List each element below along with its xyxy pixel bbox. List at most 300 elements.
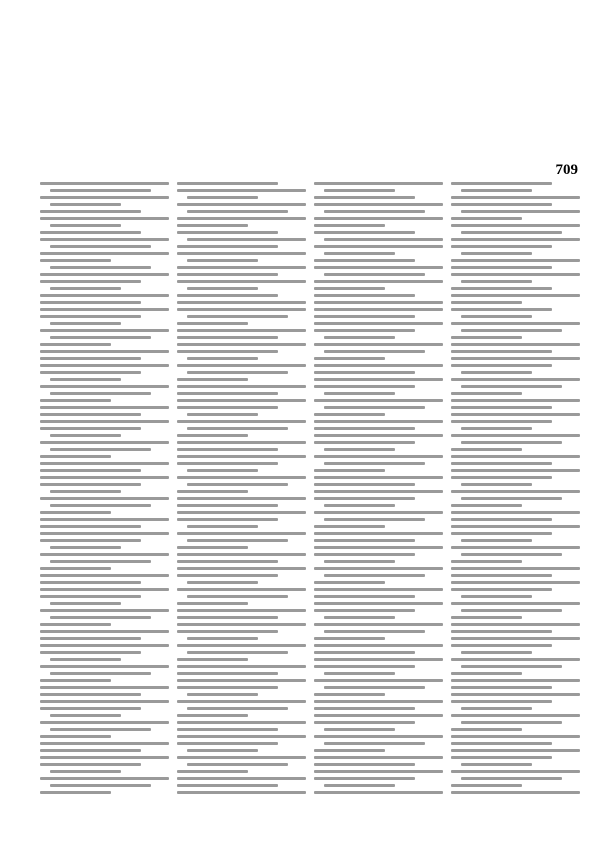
index-entry-line	[40, 532, 169, 535]
index-entry-line	[314, 693, 385, 696]
index-entry-line	[451, 399, 580, 402]
index-entry-line	[177, 203, 306, 206]
index-entry-line	[177, 532, 306, 535]
index-entry-line	[314, 679, 443, 682]
index-entry-line	[451, 476, 552, 479]
index-entry-line	[50, 434, 121, 437]
index-entry-line	[314, 707, 415, 710]
index-entry-line	[451, 336, 522, 339]
index-entry-line	[324, 406, 425, 409]
page-number: 709	[555, 162, 578, 178]
index-entry-line	[177, 770, 248, 773]
index-entry-line	[50, 784, 151, 787]
index-entry-line	[177, 560, 278, 563]
index-entry-line	[50, 189, 151, 192]
index-entry-line	[177, 490, 248, 493]
index-entry-line	[40, 343, 111, 346]
index-entry-line	[50, 672, 151, 675]
index-entry-line	[461, 427, 532, 430]
index-entry-line	[451, 504, 522, 507]
index-entry-line	[40, 399, 111, 402]
index-entry-line	[314, 490, 443, 493]
index-entry-line	[40, 567, 111, 570]
index-entry-line	[324, 518, 425, 521]
index-entry-line	[314, 602, 443, 605]
index-entry-line	[324, 616, 395, 619]
index-entry-line	[50, 322, 121, 325]
index-entry-line	[40, 217, 169, 220]
index-entry-line	[40, 735, 111, 738]
index-entry-line	[187, 413, 258, 416]
index-entry-line	[451, 581, 580, 584]
index-entry-line	[40, 777, 169, 780]
index-entry-line	[314, 378, 443, 381]
index-entry-line	[50, 616, 151, 619]
index-entry-line	[314, 357, 385, 360]
index-entry-line	[50, 560, 151, 563]
index-entry-line	[314, 609, 415, 612]
index-entry-line	[40, 637, 141, 640]
index-entry-line	[451, 567, 580, 570]
index-entry-line	[40, 259, 111, 262]
index-entry-line	[451, 749, 580, 752]
index-entry-line	[314, 371, 415, 374]
index-entry-line	[461, 385, 562, 388]
index-entry-line	[461, 483, 532, 486]
index-entry-line	[314, 700, 443, 703]
index-entry-line	[451, 728, 522, 731]
index-entry-line	[451, 364, 552, 367]
index-column	[451, 180, 580, 820]
index-entry-line	[40, 371, 141, 374]
index-entry-line	[314, 770, 443, 773]
index-entry-line	[314, 665, 415, 668]
index-entry-line	[177, 630, 278, 633]
index-entry-line	[40, 539, 141, 542]
index-entry-line	[451, 735, 580, 738]
index-entry-line	[451, 455, 580, 458]
index-entry-line	[314, 224, 385, 227]
index-entry-line	[324, 728, 395, 731]
index-entry-line	[50, 504, 151, 507]
index-entry-line	[187, 259, 258, 262]
index-entry-line	[50, 287, 121, 290]
index-entry-line	[451, 308, 552, 311]
index-entry-line	[40, 574, 169, 577]
index-entry-line	[177, 546, 248, 549]
index-entry-line	[40, 385, 169, 388]
index-entry-line	[177, 476, 306, 479]
index-entry-line	[314, 525, 385, 528]
index-entry-line	[40, 350, 169, 353]
index-entry-line	[314, 588, 443, 591]
index-entry-line	[177, 728, 278, 731]
index-entry-line	[451, 602, 580, 605]
index-entry-line	[177, 784, 278, 787]
index-entry-line	[40, 420, 169, 423]
index-entry-line	[40, 525, 141, 528]
index-entry-line	[314, 385, 415, 388]
index-entry-line	[40, 413, 141, 416]
index-column	[177, 180, 306, 820]
index-entry-line	[177, 504, 278, 507]
index-entry-line	[324, 273, 425, 276]
index-entry-line	[177, 742, 278, 745]
index-entry-line	[314, 427, 415, 430]
index-entry-line	[314, 539, 415, 542]
index-entry-line	[451, 742, 552, 745]
index-entry-line	[451, 686, 552, 689]
index-entry-line	[314, 763, 415, 766]
index-entry-line	[187, 595, 288, 598]
index-entry-line	[50, 392, 151, 395]
index-entry-line	[314, 343, 443, 346]
index-entry-line	[451, 637, 580, 640]
index-entry-line	[314, 441, 415, 444]
index-entry-line	[40, 252, 169, 255]
index-entry-line	[451, 196, 580, 199]
index-entry-line	[187, 539, 288, 542]
index-entry-line	[314, 245, 443, 248]
index-entry-line	[40, 679, 111, 682]
index-entry-line	[177, 378, 248, 381]
index-entry-line	[451, 203, 552, 206]
index-entry-line	[40, 686, 169, 689]
index-entry-line	[177, 455, 306, 458]
index-entry-line	[314, 196, 415, 199]
index-entry-line	[177, 329, 306, 332]
index-entry-line	[451, 378, 580, 381]
index-entry-line	[451, 294, 580, 297]
index-entry-line	[314, 714, 443, 717]
index-entry-line	[324, 574, 425, 577]
index-entry-line	[177, 231, 278, 234]
index-entry-line	[451, 791, 580, 794]
index-entry-line	[40, 364, 169, 367]
index-entry-line	[177, 735, 306, 738]
index-entry-line	[40, 196, 169, 199]
index-entry-line	[177, 441, 306, 444]
index-entry-line	[40, 756, 169, 759]
index-entry-line	[461, 280, 532, 283]
index-entry-line	[40, 700, 169, 703]
index-entry-line	[40, 301, 141, 304]
index-entry-line	[40, 280, 141, 283]
index-entry-line	[461, 252, 532, 255]
index-entry-line	[451, 756, 552, 759]
index-entry-line	[451, 490, 580, 493]
index-entry-line	[177, 301, 306, 304]
index-entry-line	[50, 728, 151, 731]
index-entry-line	[314, 546, 443, 549]
index-entry-line	[324, 462, 425, 465]
index-entry-line	[451, 546, 580, 549]
index-entry-line	[461, 707, 532, 710]
index-entry-line	[451, 182, 552, 185]
index-entry-line	[187, 483, 288, 486]
index-entry-line	[314, 434, 443, 437]
index-entry-line	[187, 196, 258, 199]
index-entry-line	[50, 490, 121, 493]
index-entry-line	[451, 343, 580, 346]
index-entry-line	[40, 791, 111, 794]
index-entry-line	[177, 700, 306, 703]
index-entry-line	[50, 448, 151, 451]
index-entry-line	[40, 329, 169, 332]
index-entry-line	[314, 294, 415, 297]
index-entry-line	[50, 336, 151, 339]
index-entry-line	[451, 322, 580, 325]
index-entry-line	[451, 273, 580, 276]
index-entry-line	[177, 434, 248, 437]
index-entry-line	[50, 546, 121, 549]
index-entry-line	[314, 483, 415, 486]
index-entry-line	[451, 644, 552, 647]
index-entry-line	[314, 266, 443, 269]
index-entry-line	[40, 693, 141, 696]
index-entry-line	[40, 623, 111, 626]
index-entry-line	[461, 231, 562, 234]
index-entry-line	[187, 210, 288, 213]
index-entry-line	[314, 413, 385, 416]
index-entry-line	[451, 245, 552, 248]
index-entry-line	[324, 686, 425, 689]
index-entry-line	[50, 770, 121, 773]
index-entry-line	[187, 763, 288, 766]
index-entry-line	[40, 497, 169, 500]
index-entry-line	[177, 364, 306, 367]
index-entry-line	[50, 658, 121, 661]
index-entry-line	[451, 672, 522, 675]
index-entry-line	[40, 462, 169, 465]
index-entry-line	[314, 651, 415, 654]
index-entry-line	[40, 308, 169, 311]
index-entry-line	[177, 294, 278, 297]
index-entry-line	[177, 273, 278, 276]
index-entry-line	[451, 266, 552, 269]
index-entry-line	[451, 511, 580, 514]
index-entry-line	[177, 686, 278, 689]
index-entry-line	[40, 315, 141, 318]
index-entry-line	[40, 511, 111, 514]
index-entry-line	[177, 602, 248, 605]
index-entry-line	[324, 742, 425, 745]
index-entry-line	[461, 497, 562, 500]
index-entry-line	[324, 350, 425, 353]
index-entry-line	[40, 469, 141, 472]
index-entry-line	[461, 315, 532, 318]
index-entry-line	[314, 658, 443, 661]
index-entry-line	[177, 406, 278, 409]
index-entry-line	[177, 385, 306, 388]
index-entry-line	[187, 693, 258, 696]
index-entry-line	[187, 469, 258, 472]
index-entry-line	[40, 721, 169, 724]
index-entry-line	[50, 224, 121, 227]
index-entry-line	[451, 357, 580, 360]
index-entry-line	[50, 714, 121, 717]
index-entry-line	[177, 511, 306, 514]
index-entry-line	[177, 420, 306, 423]
index-entry-line	[177, 658, 248, 661]
index-entry-line	[451, 623, 580, 626]
index-entry-line	[187, 371, 288, 374]
index-entry-line	[461, 609, 562, 612]
index-entry-line	[324, 672, 395, 675]
index-entry-line	[324, 560, 395, 563]
index-entry-line	[177, 266, 306, 269]
index-entry-line	[187, 707, 288, 710]
index-entry-line	[314, 644, 443, 647]
index-entry-line	[314, 364, 443, 367]
index-entry-line	[50, 245, 151, 248]
index-entry-line	[187, 315, 288, 318]
index-entry-line	[40, 595, 141, 598]
index-entry-line	[451, 525, 580, 528]
index-entry-line	[451, 448, 522, 451]
index-entry-line	[314, 567, 443, 570]
index-entry-line	[177, 182, 278, 185]
index-entry-line	[177, 616, 278, 619]
index-entry-line	[324, 392, 395, 395]
index-entry-line	[177, 665, 306, 668]
index-entry-line	[324, 238, 443, 241]
index-entry-line	[187, 238, 306, 241]
index-entry-line	[177, 343, 306, 346]
index-entry-line	[451, 532, 552, 535]
index-entry-line	[187, 637, 258, 640]
index-entry-line	[40, 630, 169, 633]
index-entry-line	[40, 357, 141, 360]
index-entry-line	[314, 217, 443, 220]
index-entry-line	[177, 672, 278, 675]
index-entry-line	[187, 651, 288, 654]
index-entry-line	[177, 574, 278, 577]
index-entry-line	[177, 224, 248, 227]
index-entry-line	[177, 518, 278, 521]
index-entry-line	[451, 700, 552, 703]
index-entry-line	[177, 497, 306, 500]
index-entry-line	[314, 777, 415, 780]
index-entry-line	[177, 392, 278, 395]
index-entry-line	[50, 266, 151, 269]
index-entry-line	[314, 756, 443, 759]
index-entry-line	[451, 630, 552, 633]
index-entry-line	[177, 322, 248, 325]
index-entry-line	[40, 455, 111, 458]
index-entry-line	[451, 406, 552, 409]
index-entry-line	[40, 238, 169, 241]
index-entry-line	[40, 707, 141, 710]
index-entry-line	[314, 203, 443, 206]
index-entry-line	[177, 245, 278, 248]
index-entry-line	[177, 462, 278, 465]
index-entry-line	[50, 378, 121, 381]
index-entry-line	[324, 336, 395, 339]
index-entry-line	[314, 182, 443, 185]
index-entry-line	[461, 595, 532, 598]
index-entry-line	[177, 567, 306, 570]
index-entry-line	[40, 749, 141, 752]
index-entry-line	[40, 427, 141, 430]
index-entry-line	[324, 630, 425, 633]
index-entry-line	[314, 308, 443, 311]
index-entry-line	[451, 301, 522, 304]
index-entry-line	[40, 294, 169, 297]
index-entry-line	[40, 406, 169, 409]
index-entry-line	[314, 637, 385, 640]
index-entry-line	[451, 217, 522, 220]
index-entry-line	[324, 448, 395, 451]
index-entry-line	[40, 609, 169, 612]
index-entry-line	[451, 434, 580, 437]
index-entry-line	[177, 644, 306, 647]
index-entry-line	[314, 532, 443, 535]
index-entry-line	[40, 553, 169, 556]
index-entry-line	[40, 644, 169, 647]
index-entry-line	[461, 721, 562, 724]
index-entry-line	[40, 182, 169, 185]
index-entry-line	[40, 581, 141, 584]
index-entry-line	[451, 287, 552, 290]
index-entry-line	[451, 679, 580, 682]
index-entry-line	[314, 322, 443, 325]
index-entry-line	[314, 315, 415, 318]
index-entry-line	[451, 469, 580, 472]
index-entry-line	[177, 609, 306, 612]
index-entry-line	[40, 210, 141, 213]
index-entry-line	[40, 441, 169, 444]
index-entry-line	[314, 791, 443, 794]
index-entry-line	[314, 301, 443, 304]
index-entry-line	[314, 476, 443, 479]
index-entry-line	[451, 224, 580, 227]
index-entry-line	[177, 280, 306, 283]
index-entry-line	[314, 329, 415, 332]
index-entry-line	[451, 714, 580, 717]
index-entry-line	[314, 497, 415, 500]
index-entry-line	[314, 721, 415, 724]
index-entry-line	[451, 259, 580, 262]
index-entry-line	[451, 693, 580, 696]
index-entry-line	[324, 784, 395, 787]
index-entry-line	[314, 595, 415, 598]
index-entry-line	[177, 336, 278, 339]
index-entry-line	[461, 329, 562, 332]
index-entry-line	[314, 469, 385, 472]
index-entry-line	[461, 441, 562, 444]
index-entry-line	[177, 553, 306, 556]
index-entry-line	[461, 763, 532, 766]
index-entry-line	[314, 553, 415, 556]
index-column	[40, 180, 169, 820]
index-entry-line	[40, 518, 169, 521]
index-entry-line	[40, 665, 169, 668]
index-entry-line	[177, 777, 306, 780]
index-entry-line	[177, 189, 306, 192]
index-entry-line	[324, 189, 395, 192]
index-entry-line	[314, 455, 443, 458]
index-entry-line	[187, 287, 258, 290]
index-entry-line	[451, 462, 552, 465]
index-entry-line	[177, 791, 306, 794]
index-entry-line	[314, 749, 385, 752]
index-entry-line	[177, 623, 306, 626]
index-entry-line	[324, 252, 395, 255]
index-entry-line	[50, 203, 121, 206]
index-entry-line	[40, 588, 169, 591]
index-entry-line	[461, 189, 532, 192]
